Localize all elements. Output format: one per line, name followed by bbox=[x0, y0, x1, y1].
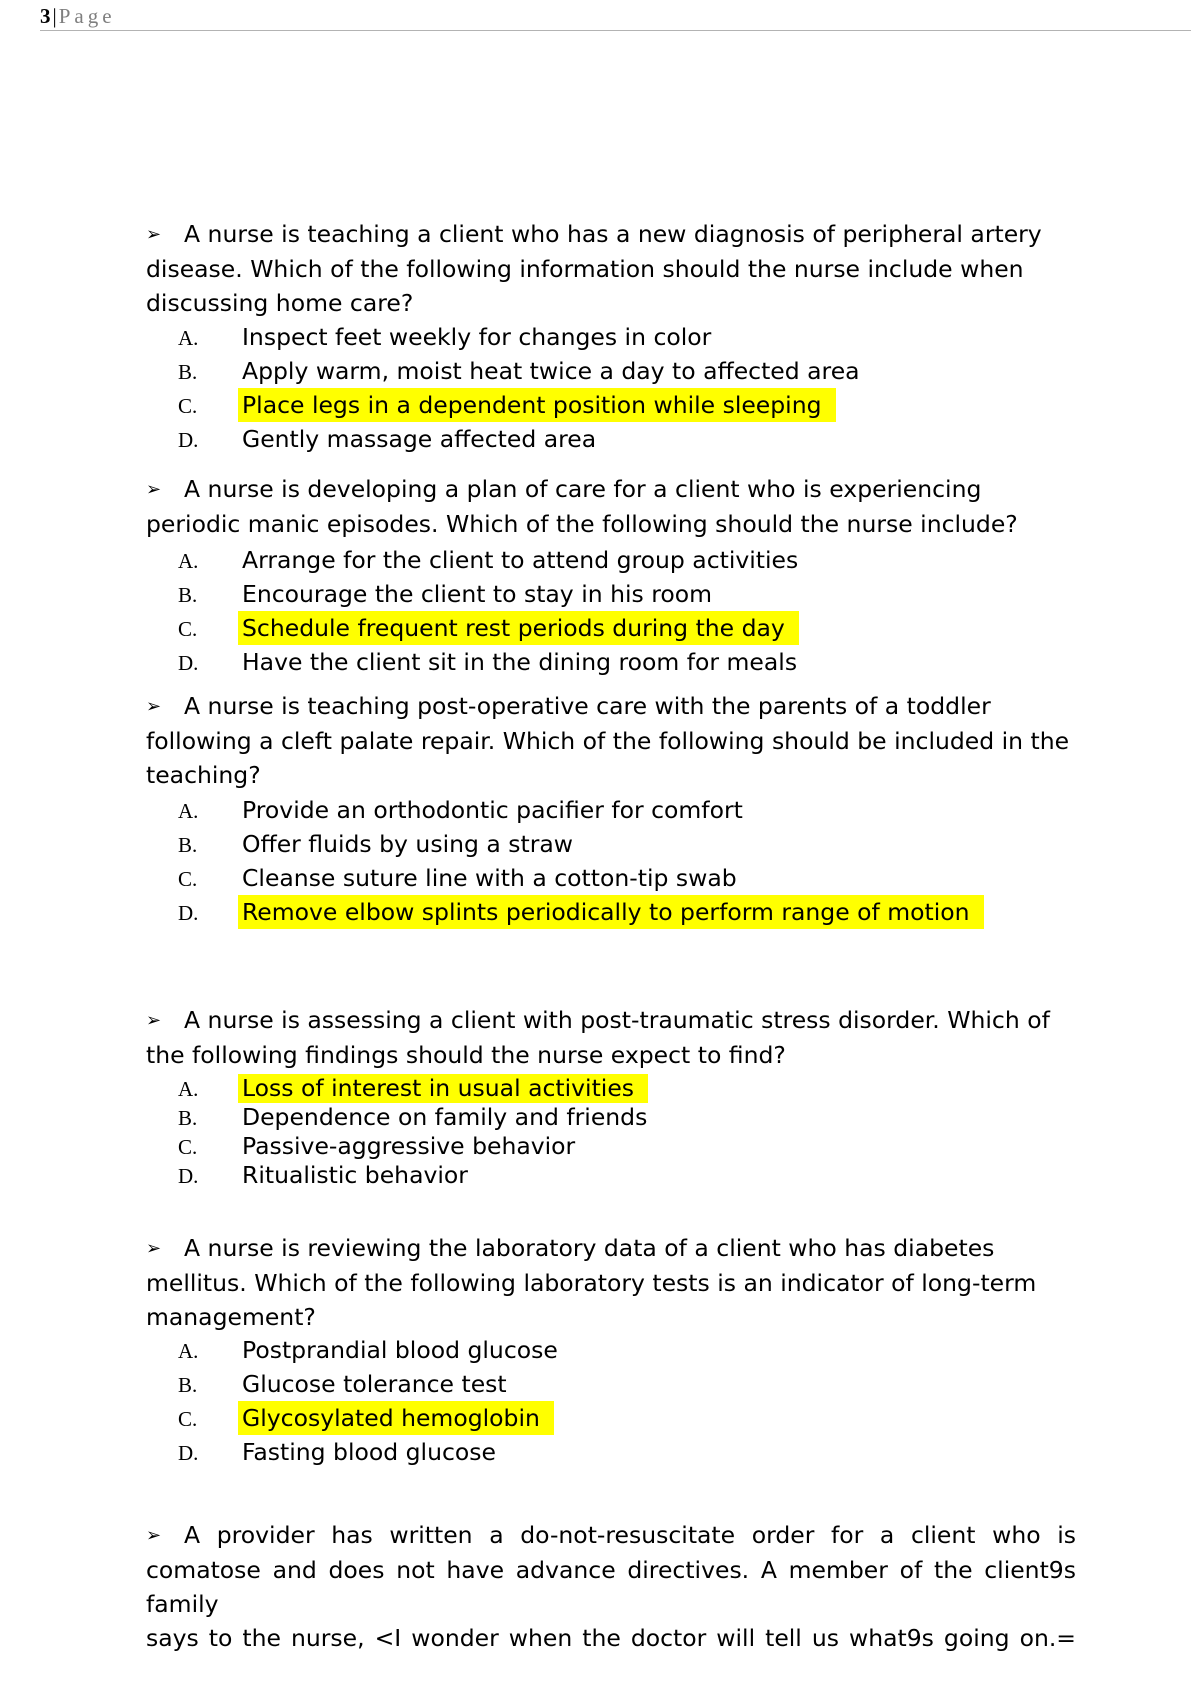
option-text: Arrange for the client to attend group activities bbox=[242, 546, 799, 574]
option-letter: B. bbox=[178, 360, 198, 384]
option-b bbox=[178, 1367, 572, 1401]
arrow-bullet-icon: ➢ bbox=[146, 1010, 162, 1031]
option-a bbox=[178, 793, 984, 827]
question-text: A nurse is developing a plan of care for a client who is experiencing periodic manic episodes. Which of the following should the nurse include? bbox=[146, 475, 1018, 538]
option-a bbox=[178, 1074, 661, 1103]
question-text: A nurse is teaching a client who has a new diagnosis of peripheral artery disease. Which of the following information should the nurse include when discussing home care? bbox=[146, 220, 1042, 317]
option-letter: D. bbox=[178, 1441, 199, 1465]
option-c bbox=[178, 611, 812, 645]
option-letter: D. bbox=[178, 901, 199, 925]
option-letter: C. bbox=[178, 1135, 198, 1159]
option-letter: B. bbox=[178, 1373, 198, 1397]
option-letter: C. bbox=[178, 617, 198, 641]
option-text: Inspect feet weekly for changes in color bbox=[242, 323, 712, 351]
option-text: Cleanse suture line with a cotton-tip swab bbox=[242, 864, 737, 892]
option-letter: B. bbox=[178, 833, 198, 857]
option-c bbox=[178, 861, 984, 895]
option-text: Postprandial blood glucose bbox=[242, 1336, 558, 1364]
option-text: Offer fluids by using a straw bbox=[242, 830, 573, 858]
option-text: Provide an orthodontic pacifier for comfort bbox=[242, 796, 743, 824]
option-text: Dependence on family and friends bbox=[242, 1103, 648, 1131]
question-1-options bbox=[178, 320, 874, 456]
option-b bbox=[178, 827, 984, 861]
question-text-continued: says to the nurse, <I wonder when the doctor will tell us what9s going on.= bbox=[146, 1624, 1076, 1652]
option-letter: C. bbox=[178, 394, 198, 418]
option-d bbox=[178, 1161, 661, 1190]
question-text: A nurse is teaching post-operative care with the parents of a toddler following a cleft palate repair. Which of the following should be included in the teaching? bbox=[146, 692, 1070, 789]
question-5-options bbox=[178, 1333, 572, 1469]
option-c bbox=[178, 1401, 572, 1435]
arrow-bullet-icon: ➢ bbox=[146, 479, 162, 500]
page-header bbox=[40, 3, 1191, 31]
question-text: A nurse is assessing a client with post-traumatic stress disorder. Which of the following findings should the nurse expect to find? bbox=[146, 1006, 1050, 1069]
highlighted-answer: Loss of interest in usual activities bbox=[238, 1074, 648, 1103]
option-letter: D. bbox=[178, 1164, 199, 1188]
option-text: Apply warm, moist heat twice a day to affected area bbox=[242, 357, 860, 385]
option-d bbox=[178, 1435, 572, 1469]
option-letter: A. bbox=[178, 549, 199, 573]
arrow-bullet-icon: ➢ bbox=[146, 224, 162, 245]
question-3-options bbox=[178, 793, 984, 929]
option-letter: C. bbox=[178, 1407, 198, 1431]
question-4-options bbox=[178, 1074, 661, 1190]
question-6-stem bbox=[146, 1518, 1076, 1655]
option-letter: A. bbox=[178, 1077, 199, 1101]
option-text: Glucose tolerance test bbox=[242, 1370, 507, 1398]
option-text: Passive-aggressive behavior bbox=[242, 1132, 576, 1160]
option-d bbox=[178, 422, 874, 456]
option-letter: C. bbox=[178, 867, 198, 891]
option-letter: A. bbox=[178, 1339, 199, 1363]
option-text: Gently massage affected area bbox=[242, 425, 597, 453]
arrow-bullet-icon: ➢ bbox=[146, 1525, 162, 1546]
option-a bbox=[178, 320, 874, 354]
option-letter: D. bbox=[178, 651, 199, 675]
page-label: Page bbox=[58, 4, 116, 28]
option-a bbox=[178, 1333, 572, 1367]
option-letter: D. bbox=[178, 428, 199, 452]
option-text: Ritualistic behavior bbox=[242, 1161, 468, 1189]
option-letter: A. bbox=[178, 326, 199, 350]
page-separator: | bbox=[52, 4, 57, 28]
option-d bbox=[178, 895, 984, 929]
highlighted-answer: Schedule frequent rest periods during the day bbox=[238, 611, 799, 645]
option-c bbox=[178, 388, 874, 422]
option-c bbox=[178, 1132, 661, 1161]
highlighted-answer: Remove elbow splints periodically to perform range of motion bbox=[238, 895, 984, 929]
option-text: Encourage the client to stay in his room bbox=[242, 580, 713, 608]
highlighted-answer: Place legs in a dependent position while sleeping bbox=[238, 388, 836, 422]
question-2-stem bbox=[146, 472, 1076, 541]
option-b bbox=[178, 577, 812, 611]
question-text: A nurse is reviewing the laboratory data of a client who has diabetes mellitus. Which of the following laboratory tests is an indicator of long-term management? bbox=[146, 1234, 1037, 1331]
option-text: Fasting blood glucose bbox=[242, 1438, 496, 1466]
question-2-options bbox=[178, 543, 812, 679]
option-letter: A. bbox=[178, 799, 199, 823]
question-1-stem bbox=[146, 217, 1076, 320]
option-b bbox=[178, 354, 874, 388]
option-letter: B. bbox=[178, 583, 198, 607]
page-number: 3 bbox=[40, 4, 51, 28]
option-b bbox=[178, 1103, 661, 1132]
question-text: A provider has written a do-not-resuscitate order for a client who is comatose and does not have advance directives. A member of the client9s family bbox=[146, 1521, 1076, 1618]
question-3-stem bbox=[146, 689, 1076, 792]
option-text: Have the client sit in the dining room for meals bbox=[242, 648, 798, 676]
question-5-stem bbox=[146, 1231, 1076, 1334]
arrow-bullet-icon: ➢ bbox=[146, 1238, 162, 1259]
arrow-bullet-icon: ➢ bbox=[146, 696, 162, 717]
highlighted-answer: Glycosylated hemoglobin bbox=[238, 1401, 554, 1435]
option-d bbox=[178, 645, 812, 679]
question-4-stem bbox=[146, 1003, 1076, 1072]
option-letter: B. bbox=[178, 1106, 198, 1130]
option-a bbox=[178, 543, 812, 577]
